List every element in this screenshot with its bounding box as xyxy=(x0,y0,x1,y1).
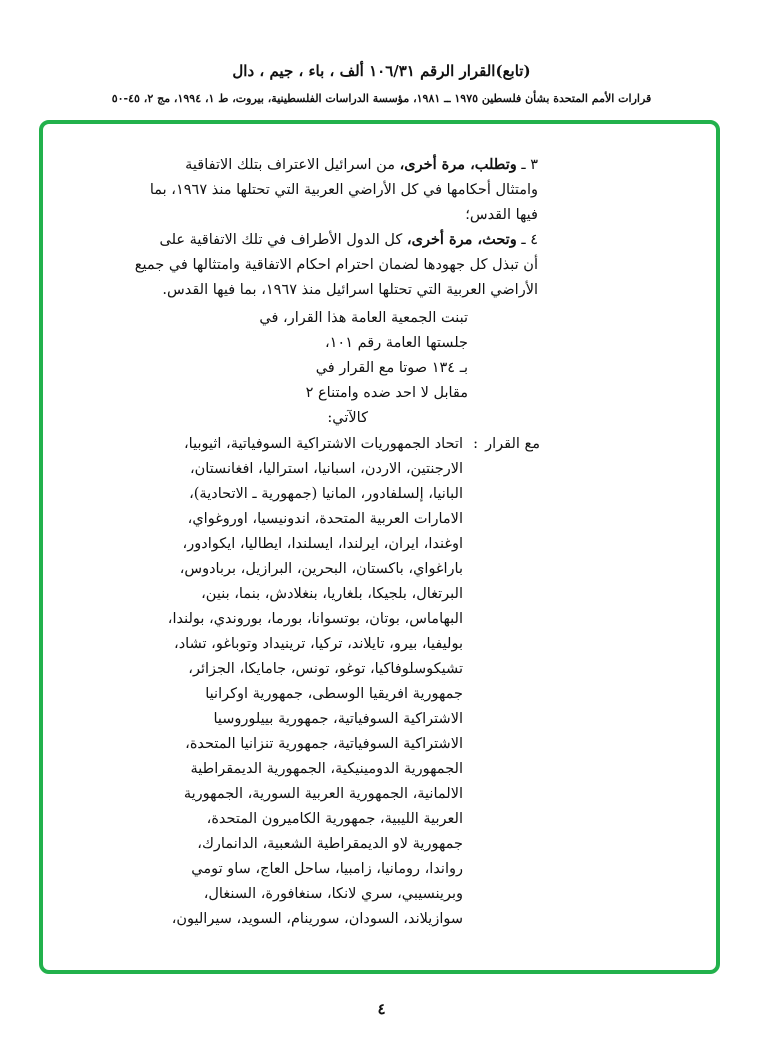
adoption-line: بـ ١٣٤ صوتا مع القرار في xyxy=(315,360,468,376)
vote-country-line: باراغواي، باكستان، البحرين، البرازيل، بربادوس، xyxy=(179,561,463,577)
para3-number: ٣ ـ xyxy=(516,157,538,173)
document-title: (تابع)القرار الرقم ١٠٦/٣١ ألف ، باء ، جيم ، دال xyxy=(232,62,531,80)
adoption-line: كالآتي: xyxy=(327,410,368,426)
para4-line2: أن تبذل كل جهودها لضمان احترام احكام الاتفاقية وامتثالها في جميع xyxy=(134,257,538,273)
para3-line3: فيها القدس؛ xyxy=(465,207,538,223)
vote-country-line: اتحاد الجمهوريات الاشتراكية السوفياتية، اثيوبيا، xyxy=(183,436,463,452)
vote-country-line: سوازيلاند، السودان، سورينام، السويد، سيراليون، xyxy=(171,911,463,927)
vote-country-line: اوغندا، ايران، ايرلندا، ايسلندا، ايطاليا، ايكوادور، xyxy=(182,536,463,552)
para4-text: كل الدول الأطراف في تلك الاتفاقية على xyxy=(159,232,407,248)
para4-line1 xyxy=(160,230,539,250)
adoption-line: مقابل لا احد ضده وامتناع ٢ xyxy=(305,385,468,401)
page-number: ٤ xyxy=(377,1000,386,1018)
para4-number: ٤ ـ xyxy=(516,232,538,248)
para3-verb: وتطلب، مرة أخرى، xyxy=(399,156,517,173)
para3-text: من اسرائيل الاعتراف بتلك الاتفاقية xyxy=(185,157,400,173)
vote-country-line: الاشتراكية السوفياتية، جمهورية تنزانيا المتحدة، xyxy=(185,736,463,752)
vote-country-line: بوليفيا، بيرو، تايلاند، تركيا، ترينيداد وتوباغو، تشاد، xyxy=(174,636,463,652)
source-citation: قرارات الأمم المتحدة بشأن فلسطين ١٩٧٥ ــ ١٩٨١، مؤسسة الدراسات الفلسطينية، بيروت، ط ١، ١٩٩٤، مج ٢، ٤٥-٥٠ xyxy=(111,92,652,105)
para3-line2: وامتثال أحكامها في كل الأراضي العربية التي تحتلها منذ ١٩٦٧، بما xyxy=(149,182,538,198)
vote-country-line: الاشتراكية السوفياتية، جمهورية بييلوروسيا xyxy=(213,711,463,727)
para4-line3: الأراضي العربية التي تحتلها اسرائيل منذ ١٩٦٧، بما فيها القدس. xyxy=(162,282,538,298)
vote-country-line: البانيا، إلسلفادور، المانيا (جمهورية ـ الاتحادية)، xyxy=(189,486,463,502)
para3-line1 xyxy=(185,155,538,175)
vote-colon: : xyxy=(473,436,478,452)
vote-country-line: البرتغال، بلجيكا، بلغاريا، بنغلادش، بنما، بنين، xyxy=(201,586,463,602)
vote-country-line: رواندا، رومانيا، زامبيا، ساحل العاج، ساو تومي xyxy=(191,861,463,877)
vote-country-line: البهاماس، بوتان، بوتسوانا، بورما، بوروندي، بولندا، xyxy=(167,611,463,627)
vote-country-line: الجمهورية الدومينيكية، الجمهورية الديمقراطية xyxy=(190,761,463,777)
adoption-line: جلستها العامة رقم ١٠١، xyxy=(324,335,468,351)
vote-country-line: جمهورية افريقيا الوسطى، جمهورية اوكرانيا xyxy=(205,686,463,702)
vote-country-line: الارجنتين، الاردن، اسبانيا، استراليا، افغانستان، xyxy=(189,461,463,477)
vote-country-line: العربية الليبية، جمهورية الكاميرون المتحدة، xyxy=(206,811,463,827)
vote-country-line: الالمانية، الجمهورية العربية السورية، الجمهورية xyxy=(183,786,463,802)
para4-verb: وتحث، مرة أخرى، xyxy=(406,231,517,248)
vote-country-line: الامارات العربية المتحدة، اندونيسيا، اوروغواي، xyxy=(187,511,463,527)
vote-label: مع القرار xyxy=(485,436,540,452)
adoption-line: تبنت الجمعية العامة هذا القرار، في xyxy=(259,310,468,326)
vote-country-line: تشيكوسلوفاكيا، توغو، تونس، جامايكا، الجزائر، xyxy=(188,661,463,677)
vote-country-line: جمهورية لاو الديمقراطية الشعبية، الدانمارك، xyxy=(197,836,463,852)
vote-country-line: وبرينسيبي، سري لانكا، سنغافورة، السنغال، xyxy=(203,886,463,902)
